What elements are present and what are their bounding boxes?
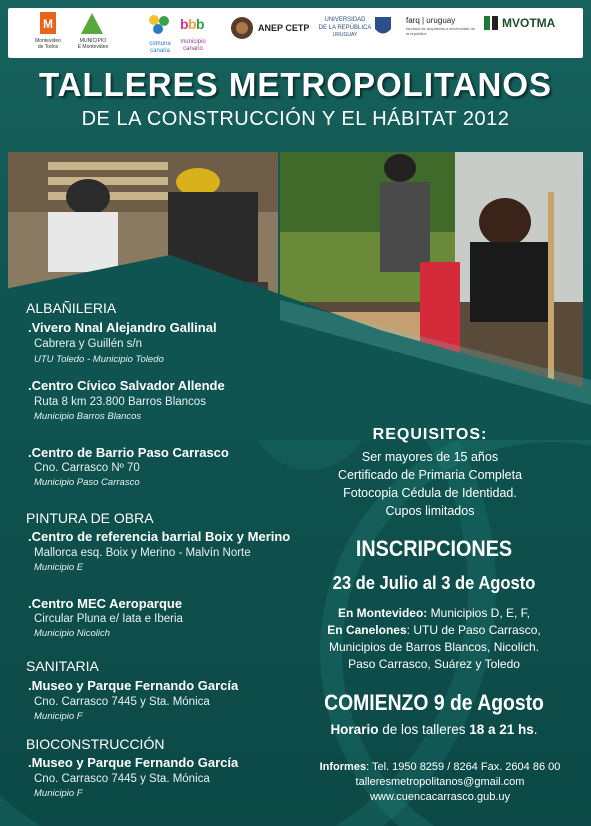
location-address: Cno. Carrasco 7445 y Sta. Mónica (34, 696, 210, 708)
anep-icon (230, 16, 254, 40)
svg-text:M: M (43, 17, 53, 31)
informes-email[interactable]: talleresmetropolitanos@gmail.com (355, 776, 525, 788)
mvotma-logo: MVOTMA (484, 16, 555, 30)
informes-phones: Informes: Tel. 1950 8259 / 8264 Fax. 2604 86 00 (319, 761, 561, 773)
horario-line: Horario de los talleres 18 a 21 hs. (330, 722, 538, 737)
inscripciones-canelones-line3: Paso Carrasco, Suárez y Toledo (348, 657, 520, 671)
location-municipio: Municipio F (34, 788, 83, 799)
municipio-e-logo (80, 12, 104, 36)
mvotma-icon (484, 16, 498, 30)
location-name: .Centro MEC Aeroparque (28, 596, 183, 611)
location-municipio: Municipio E (34, 562, 84, 573)
location-municipio: Municipio F (34, 711, 83, 722)
anep-logo: ANEP CETP (230, 16, 309, 40)
montevideo-logo-icon (38, 12, 58, 36)
municipio-e-logo-text: MUNICIPIO E Montevideo (77, 38, 109, 50)
location-address: Cno. Carrasco Nº 70 (34, 462, 140, 474)
location-municipio: UTU Toledo - Municipio Toledo (34, 354, 164, 365)
informes-block (300, 760, 580, 805)
location-name: .Centro de Barrio Paso Carrasco (28, 445, 229, 460)
requisito-item: Cupos limitados (385, 504, 475, 518)
location-name: .Museo y Parque Fernando García (28, 678, 239, 693)
inscripciones-places (300, 605, 568, 673)
inscripciones-canelones-line2: Municipios de Barros Blancos, Nicolich. (328, 640, 540, 654)
inscripciones-heading: INSCRIPCIONES (355, 536, 513, 561)
inscripciones-canelones: En Canelones: UTU de Paso Carrasco, (327, 623, 541, 637)
universidad-shield-icon (374, 16, 392, 38)
inscripciones-dates: 23 de Julio al 3 de Agosto (332, 573, 536, 593)
location-name: .Vivero Nnal Alejandro Gallinal (28, 320, 217, 335)
comienzo-heading: COMIENZO 9 de Agosto (324, 690, 544, 715)
svg-text:b: b (188, 16, 197, 32)
requisitos-list (300, 448, 560, 520)
location-address: Circular Pluna e/ Iata e Iberia (34, 613, 183, 625)
section-albanileria-heading: ALBAÑILERIA (26, 300, 117, 316)
location-name: .Centro de referencia barrial Boix y Merino (28, 529, 291, 544)
section-bioconstruccion-heading: BIOCONSTRUCCIÓN (26, 736, 165, 752)
municipio-canelones-icon (180, 14, 206, 34)
comuna-canaria-logo: comuna canaria (148, 14, 172, 55)
municipio-e-logo-icon (80, 12, 104, 36)
location-name: .Museo y Parque Fernando García (28, 755, 239, 770)
comuna-canaria-icon (148, 14, 172, 36)
informes-web[interactable]: www.cuencacarrasco.gub.uy (369, 791, 510, 803)
requisitos-heading: REQUISITOS: (372, 426, 488, 443)
requisito-item: Certificado de Primaria Completa (337, 468, 523, 482)
location-address: Cabrera y Guillén s/n (34, 338, 143, 350)
svg-text:b: b (180, 16, 189, 32)
section-sanitaria-heading: SANITARIA (26, 658, 99, 674)
inscripciones-montevideo: En Montevideo: Municipios D, E, F, (337, 606, 531, 620)
svg-text:b: b (196, 16, 205, 32)
farq-logo: farq | uruguay facultad de arquitectura universidad de la república (406, 16, 475, 36)
requisito-item: Fotocopia Cédula de Identidad. (343, 486, 517, 500)
location-address: Mallorca esq. Boix y Merino - Malvín Norte (34, 547, 251, 559)
location-municipio: Municipio Paso Carrasco (34, 477, 140, 488)
location-municipio: Municipio Nicolich (34, 628, 111, 639)
poster-subtitle: DE LA CONSTRUCCIÓN Y EL HÁBITAT 2012 (81, 108, 510, 130)
location-municipio: Municipio Barros Blancos (34, 411, 142, 422)
location-address: Ruta 8 km 23.800 Barros Blancos (34, 396, 206, 408)
location-name: .Centro Cívico Salvador Allende (28, 378, 225, 393)
location-address: Cno. Carrasco 7445 y Sta. Mónica (34, 773, 210, 785)
poster-title: TALLERES METROPOLITANOS (38, 66, 553, 103)
universidad-logo: UNIVERSIDAD DE LA REPÚBLICA URUGUAY (318, 17, 372, 38)
montevideo-logo (38, 12, 58, 36)
requisito-item: Ser mayores de 15 años (361, 450, 499, 464)
section-pintura-heading: PINTURA DE OBRA (26, 510, 154, 526)
montevideo-logo-text: Montevideo de Todos (35, 38, 61, 50)
municipio-canelones-logo: b b b municipio canario (180, 16, 206, 52)
logo-bar (8, 8, 583, 58)
